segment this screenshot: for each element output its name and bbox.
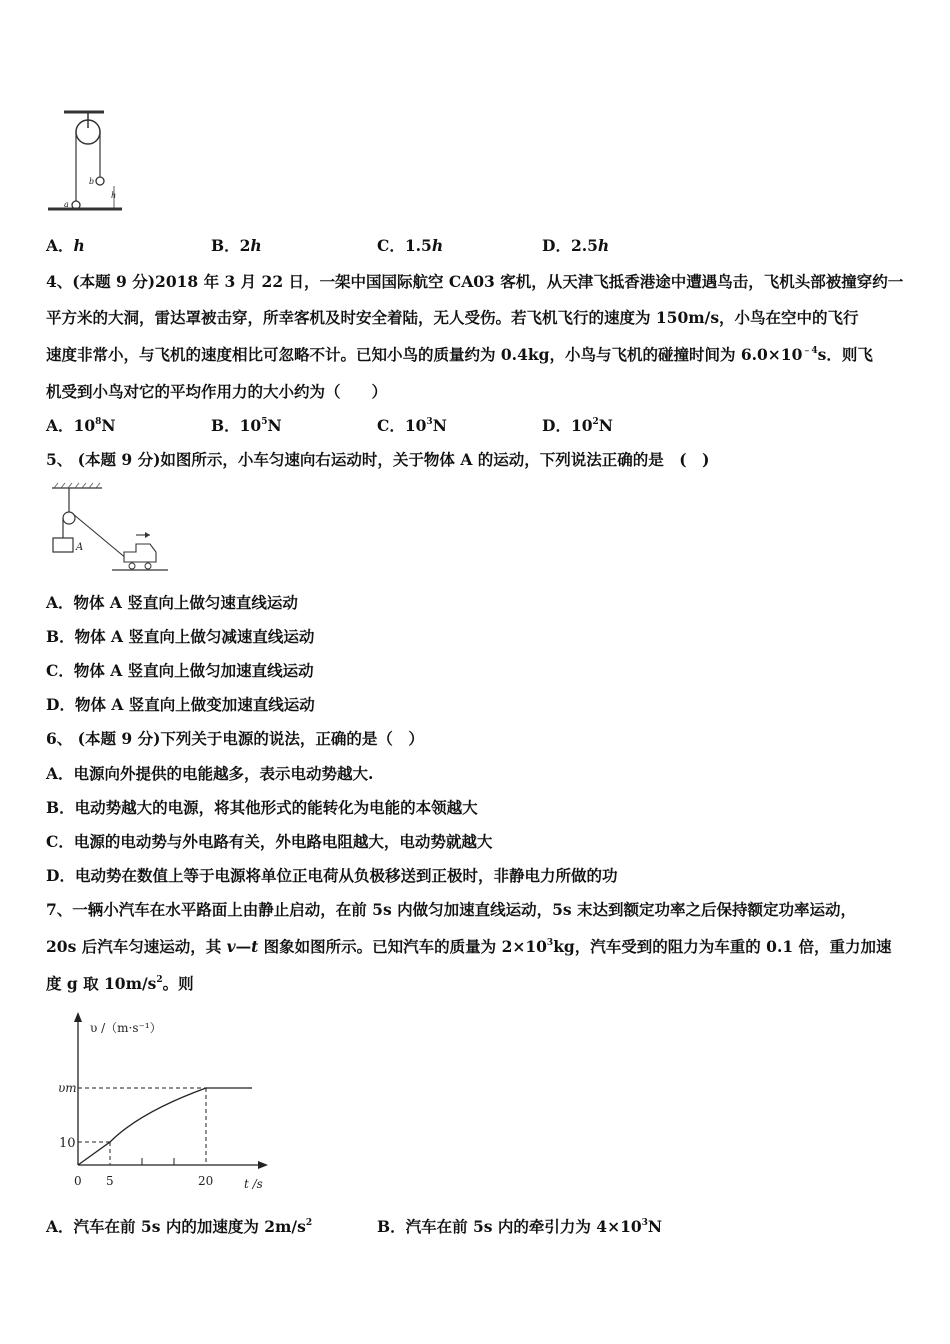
text: 速度非常小，与飞机的速度相比可忽略不计。已知小鸟的质量约为 0.4kg，小鸟与飞机的碰撞时间为 6.0×10: [46, 345, 803, 364]
text: N: [647, 1217, 663, 1236]
label-b: b: [89, 177, 95, 186]
q3-option-a[interactable]: [46, 236, 85, 256]
exponent: 3: [546, 938, 554, 948]
option-letter: C．: [377, 416, 405, 435]
y-tick-10: 10: [59, 1136, 76, 1151]
option-value: h: [250, 236, 262, 255]
text: 20s 后汽车匀速运动，其: [46, 937, 227, 956]
option-value: h: [431, 236, 444, 255]
unit: N: [432, 416, 447, 435]
var-v: v: [226, 937, 236, 956]
q4-option-b[interactable]: [211, 416, 282, 436]
exponent: 3: [641, 1218, 648, 1228]
q4-stem-line-3: [46, 345, 873, 365]
x-tick-0: 0: [74, 1174, 82, 1188]
pulley-figure: [44, 108, 124, 218]
q7-stem-line-3: [46, 974, 194, 994]
q3-option-c[interactable]: [377, 236, 443, 256]
option-coef: 2: [239, 236, 251, 255]
exponent: 5: [261, 417, 268, 427]
exponent: 8: [95, 417, 102, 427]
text: 。则: [162, 974, 194, 993]
q5-option-b[interactable]: B．物体 A 竖直向上做匀减速直线运动: [46, 627, 315, 646]
q6-option-a[interactable]: A．电源向外提供的电能越多，表示电动势越大.: [46, 764, 374, 783]
q4-stem-line-4: 机受到小鸟对它的平均作用力的大小约为（ ）: [46, 382, 388, 401]
q6-option-d[interactable]: D．电动势在数值上等于电源将单位正电荷从负极移送到正极时，非静电力所做的功: [46, 866, 618, 885]
label-A: A: [76, 542, 84, 553]
q4-option-d[interactable]: [542, 416, 613, 436]
text: kg，汽车受到的阻力为车重的 0.1 倍，重力加速: [553, 937, 892, 956]
q7-stem-line-1: 7、一辆小汽车在水平路面上由静止启动，在前 5s 内做匀加速直线运动，5s 末达到额定功率之后保持额定功率运动，: [46, 900, 856, 919]
exponent: ﹣4: [802, 346, 818, 356]
option-letter: D．: [542, 236, 571, 255]
option-letter: A．: [46, 416, 74, 435]
base: 10: [404, 416, 427, 435]
option-coef: 2.5: [570, 236, 598, 255]
option-letter: A．: [46, 236, 74, 255]
label-a: a: [64, 200, 69, 209]
unit: N: [598, 416, 613, 435]
exponent: 3: [426, 417, 433, 427]
unit: N: [267, 416, 282, 435]
q7-option-b[interactable]: [377, 1217, 662, 1237]
v-t-graph: [40, 1000, 340, 1200]
option-value: h: [597, 236, 610, 255]
q4-stem-line-2: 平方米的大洞，雷达罩被击穿，所幸客机及时安全着陆，无人受伤。若飞机飞行的速度为 150m/s，小鸟在空中的飞行: [46, 308, 859, 327]
option-letter: B．: [211, 236, 240, 255]
q6-stem: 6、 (本题 9 分)下列关于电源的说法，正确的是（ ）: [46, 729, 424, 748]
q5-option-a[interactable]: A．物体 A 竖直向上做匀速直线运动: [46, 593, 298, 612]
option-value: h: [73, 236, 85, 255]
base: 10: [239, 416, 262, 435]
q6-option-c[interactable]: C．电源的电动势与外电路有关，外电路电阻越大，电动势就越大: [46, 832, 493, 851]
base: 10: [73, 416, 96, 435]
option-letter: D．: [542, 416, 571, 435]
q3-option-d[interactable]: [542, 236, 609, 256]
option-letter: B．: [211, 416, 240, 435]
cart-pulley-figure: [44, 478, 194, 578]
q4-option-a[interactable]: [46, 416, 116, 436]
exponent: 2: [305, 1218, 313, 1228]
base: 10: [570, 416, 593, 435]
text: B．汽车在前 5s 内的牵引力为 4×10: [377, 1217, 642, 1236]
x-axis-label: t /s: [244, 1177, 263, 1191]
q5-option-d[interactable]: D．物体 A 竖直向上做变加速直线运动: [46, 695, 315, 714]
text: A．汽车在前 5s 内的加速度为 2m/s: [46, 1217, 306, 1236]
exponent: 2: [156, 975, 163, 985]
text: 度 g 取 10m/s: [46, 974, 157, 993]
v-t-curve: [78, 1088, 252, 1165]
q5-stem: 5、 (本题 9 分)如图所示，小车匀速向右运动时，关于物体 A 的运动，下列说法正确的是 ( ): [46, 450, 710, 469]
q7-option-a[interactable]: [46, 1217, 312, 1237]
y-axis-arrow: [74, 1012, 82, 1022]
q4-stem-line-1: 4、(本题 9 分)2018 年 3 月 22 日，一架中国国际航空 CA03 客机，从天津飞抵香港途中遭遇鸟击，飞机头部被撞穿约一: [46, 272, 904, 291]
option-coef: 1.5: [404, 236, 432, 255]
q3-option-b[interactable]: [211, 236, 262, 256]
dash: —: [235, 937, 252, 956]
y-axis-label: υ /（m·s⁻¹）: [90, 1021, 162, 1035]
unit: N: [101, 416, 116, 435]
x-tick-5: 5: [106, 1174, 114, 1188]
q4-option-c[interactable]: [377, 416, 447, 436]
text: s．则飞: [817, 345, 873, 364]
exponent: 2: [592, 417, 599, 427]
q6-option-b[interactable]: B．电动势越大的电源，将其他形式的能转化为电能的本领越大: [46, 798, 478, 817]
option-letter: C．: [377, 236, 405, 255]
label-h: h: [111, 191, 117, 200]
q7-stem-line-2: [46, 937, 892, 957]
var-t: t: [251, 937, 259, 956]
x-tick-20: 20: [198, 1174, 214, 1188]
x-axis-arrow: [258, 1161, 268, 1169]
text: 图象如图所示。已知汽车的质量为 2×10: [258, 937, 547, 956]
q5-option-c[interactable]: C．物体 A 竖直向上做匀加速直线运动: [46, 661, 314, 680]
vm-label: υm: [58, 1081, 77, 1095]
